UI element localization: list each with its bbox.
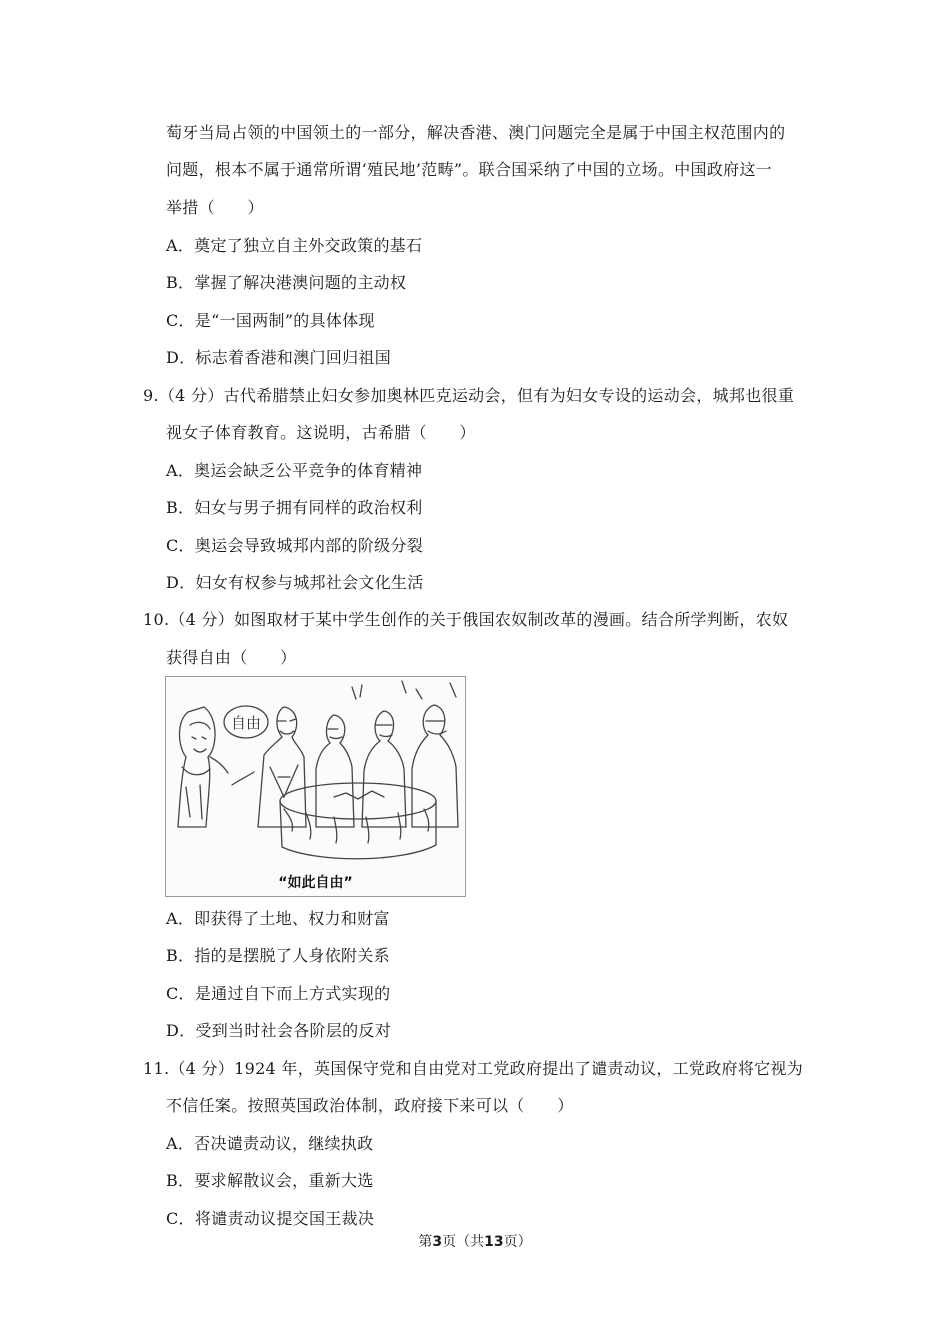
q9-line-2: 视女子体育教育。这说明，古希腊（ ） — [166, 423, 476, 442]
cartoon-illustration — [166, 677, 465, 867]
q8-option-c[interactable]: C．是“一国两制”的具体体现 — [166, 311, 375, 330]
q8-line-2: 问题，根本不属于通常所谓‘殖民地’范畴”。联合国采纳了中国的立场。中国政府这一 — [166, 160, 773, 179]
cartoon-figure — [165, 676, 466, 897]
q9-option-a[interactable]: A．奥运会缺乏公平竞争的体育精神 — [166, 461, 423, 480]
q9-option-b[interactable]: B．妇女与男子拥有同样的政治权利 — [166, 498, 423, 517]
q10-option-d[interactable]: D．受到当时社会各阶层的反对 — [166, 1021, 392, 1040]
q10-line-2: 获得自由（ ） — [166, 648, 297, 667]
cartoon-caption: “如此自由” — [278, 875, 353, 891]
footer-middle: 页（共 — [442, 1234, 485, 1250]
q11-option-a[interactable]: A．否决谴责动议，继续执政 — [166, 1134, 374, 1153]
q10-option-c[interactable]: C．是通过自下而上方式实现的 — [166, 984, 391, 1003]
q10-option-a[interactable]: A．即获得了土地、权力和财富 — [166, 909, 390, 928]
footer-suffix: 页） — [503, 1234, 532, 1250]
page-footer — [0, 1231, 950, 1251]
footer-prefix: 第 — [418, 1234, 433, 1250]
footer-page-number: 3 — [432, 1234, 443, 1250]
q11-line-1: 11.（4 分）1924 年，英国保守党和自由党对工党政府提出了谴责动议，工党政府将它视为 — [143, 1059, 804, 1078]
q9-option-d[interactable]: D．妇女有权参与城邦社会文化生活 — [166, 573, 424, 592]
q11-option-c[interactable]: C．将谴责动议提交国王裁决 — [166, 1209, 375, 1228]
q8-option-a[interactable]: A．奠定了独立自主外交政策的基石 — [166, 236, 423, 255]
q11-option-b[interactable]: B．要求解散议会，重新大选 — [166, 1171, 374, 1190]
q10-option-b[interactable]: B．指的是摆脱了人身依附关系 — [166, 946, 390, 965]
q9-option-c[interactable]: C．奥运会导致城邦内部的阶级分裂 — [166, 536, 424, 555]
q10-line-1: 10.（4 分）如图取材于某中学生创作的关于俄国农奴制改革的漫画。结合所学判断，农奴 — [143, 610, 789, 629]
q11-line-2: 不信任案。按照英国政治体制，政府接下来可以（ ） — [166, 1096, 574, 1115]
q8-option-b[interactable]: B．掌握了解决港澳问题的主动权 — [166, 273, 407, 292]
q9-line-1: 9.（4 分）古代希腊禁止妇女参加奥林匹克运动会，但有为妇女专设的运动会，城邦也很重 — [143, 386, 795, 405]
speech-bubble-text: 自由 — [230, 714, 262, 732]
footer-total-pages: 13 — [484, 1234, 504, 1250]
q8-line-1: 萄牙当局占领的中国领土的一部分，解决香港、澳门问题完全是属于中国主权范围内的 — [166, 123, 786, 142]
q8-option-d[interactable]: D．标志着香港和澳门回归祖国 — [166, 348, 392, 367]
q8-line-3: 举措（ ） — [166, 198, 264, 217]
